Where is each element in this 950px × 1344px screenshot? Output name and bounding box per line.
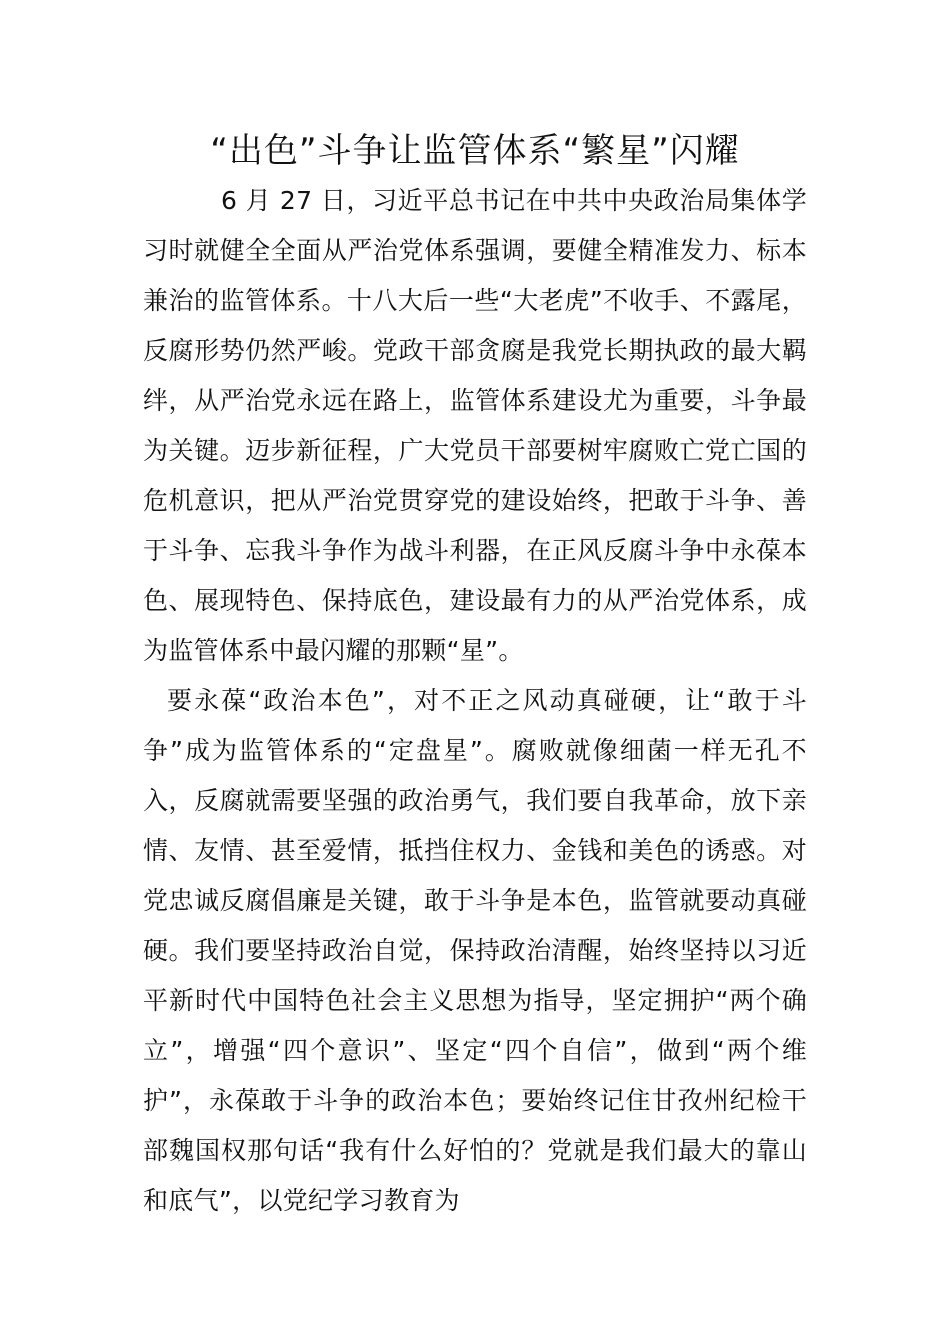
document-body [143, 176, 807, 1226]
document-title: “出色”斗争让监管体系“繁星”闪耀 [210, 131, 740, 171]
paragraph-2: 要永葆“政治本色”，对不正之风动真碰硬，让“敢于斗争”成为监管体系的“定盘星”。腐败就像细菌一样无孔不入，反腐就需要坚强的政治勇气，我们要自我革命，放下亲情、友情、甚至爱情，抵挡住权力、金钱和美色的诱惑。对党忠诚反腐倡廉是关键，敢于斗争是本色，监管就要动真碰硬。我们要坚持政治自觉，保持政治清醒，始终坚持以习近平新时代中国特色社会主义思想为指导，坚定拥护“两个确立”，增强“四个意识”、坚定“四个自信”，做到“两个维护”，永葆敢于斗争的政治本色；要始终记住甘孜州纪检干部魏国权那句话“我有什么好怕的？党就是我们最大的靠山和底气”，以党纪学习教育为 [143, 686, 807, 1215]
paragraph-1: 6 月 27 日，习近平总书记在中共中央政治局集体学习时就健全全面从严治党体系强调，要健全精准发力、标本兼治的监管体系。十八大后一些“大老虎”不收手、不露尾，反腐形势仍然严峻。党政干部贪腐是我党长期执政的最大羁绊，从严治党永远在路上，监管体系建设尤为重要，斗争最为关键。迈步新征程，广大党员干部要树牢腐败亡党亡国的危机意识，把从严治党贯穿党的建设始终，把敢于斗争、善于斗争、忘我斗争作为战斗利器，在正风反腐斗争中永葆本色、展现特色、保持底色，建设最有力的从严治党体系，成为监管体系中最闪耀的那颗“星”。 [143, 186, 807, 665]
